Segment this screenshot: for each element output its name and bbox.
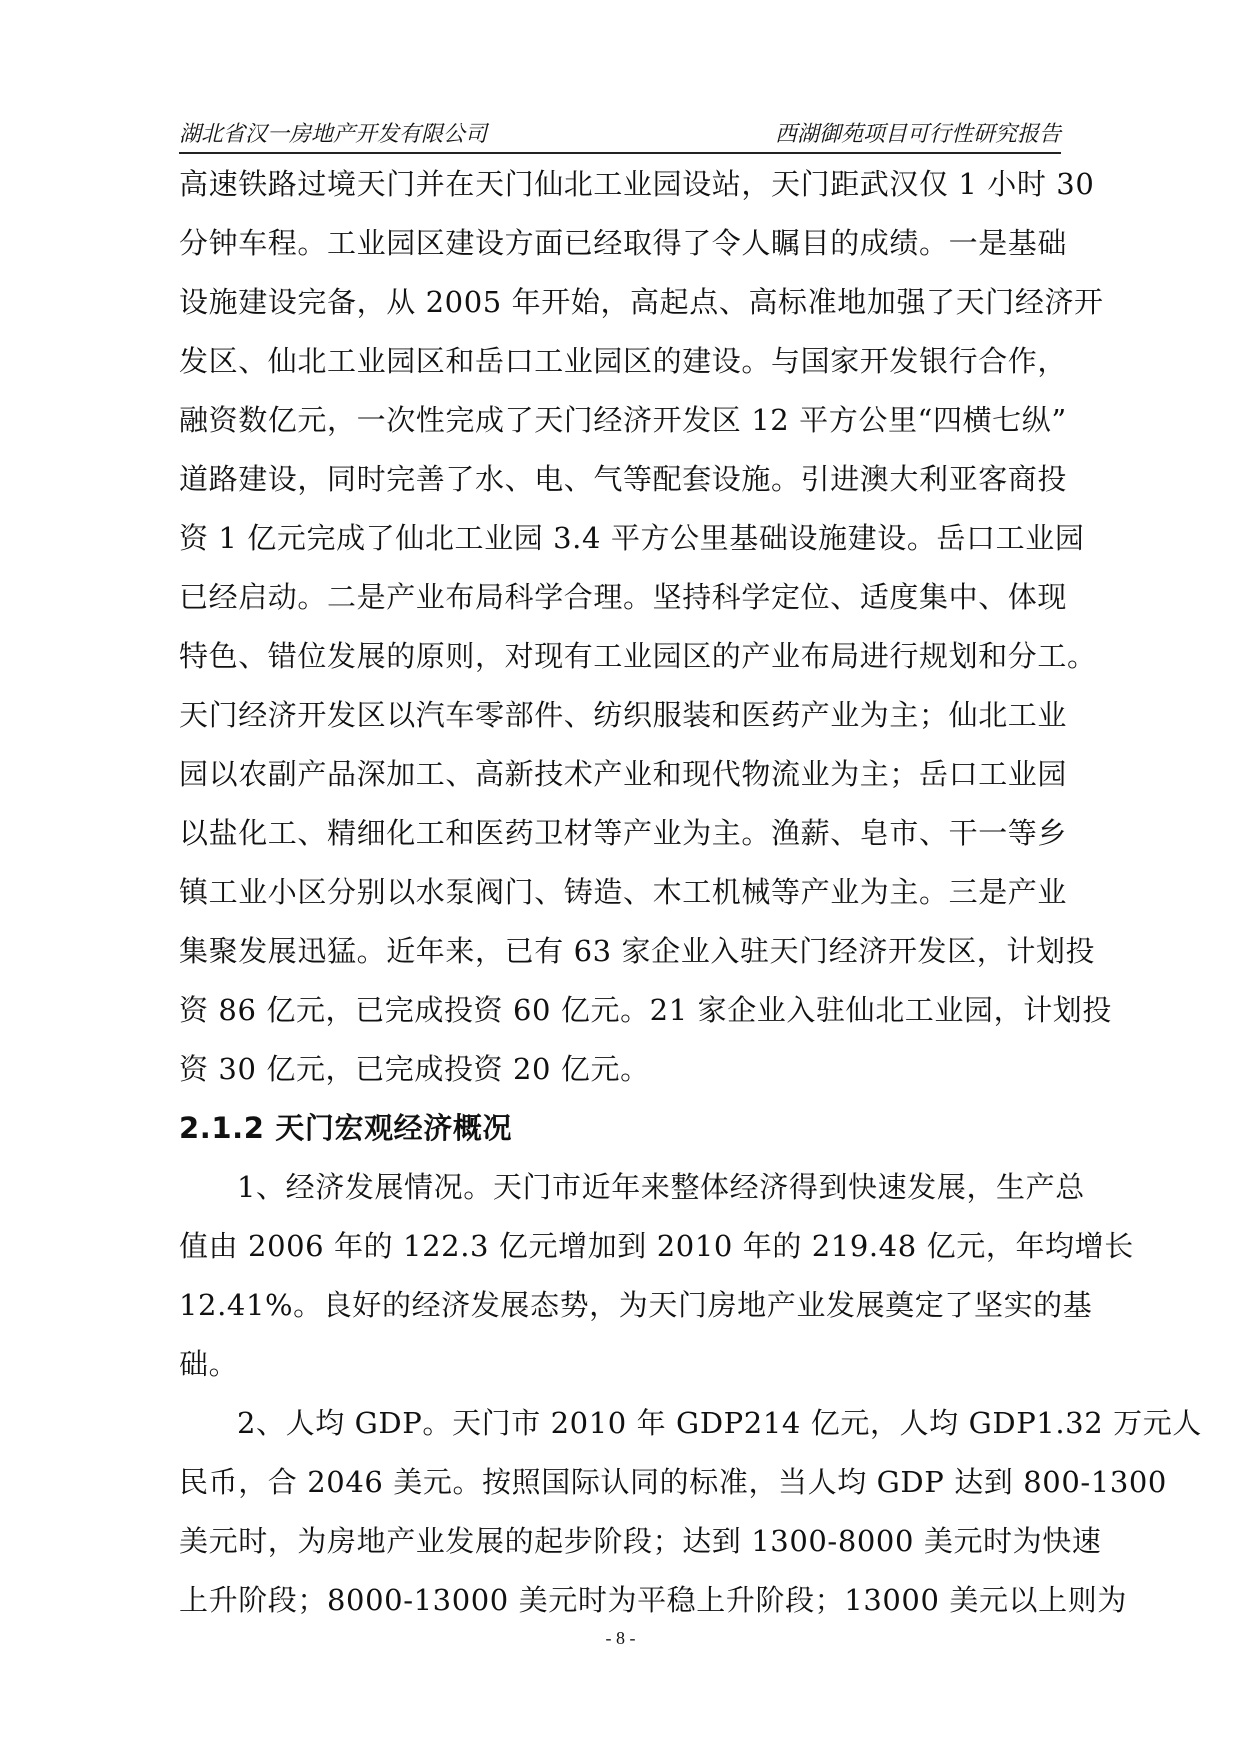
text-line: 道路建设，同时完善了水、电、气等配套设施。引进澳大利亚客商投 <box>179 462 1068 496</box>
section-heading: 2.1.2 天门宏观经济概况 <box>179 1111 513 1145</box>
header-company-name: 湖北省汉一房地产开发有限公司 <box>179 122 488 147</box>
paragraph-economic-development <box>179 1158 1134 1394</box>
text-line: 园以农副产品深加工、高新技术产业和现代物流业为主；岳口工业园 <box>179 757 1068 791</box>
text-line: 特色、错位发展的原则，对现有工业园区的产业布局进行规划和分工。 <box>179 639 1097 673</box>
running-header <box>179 118 1061 154</box>
header-report-title: 西湖御苑项目可行性研究报告 <box>774 122 1061 147</box>
text-line: 分钟车程。工业园区建设方面已经取得了令人瞩目的成绩。一是基础 <box>179 226 1068 260</box>
text-line: 值由 2006 年的 122.3 亿元增加到 2010 年的 219.48 亿元，年均增长 <box>179 1229 1134 1263</box>
text-line: 镇工业小区分别以水泵阀门、铸造、木工机械等产业为主。三是产业 <box>179 875 1068 909</box>
text-line: 2、人均 GDP。天门市 2010 年 GDP214 亿元，人均 GDP1.32 万元人 <box>237 1406 1202 1440</box>
text-line: 民币，合 2046 美元。按照国际认同的标准，当人均 GDP 达到 800-1300 <box>179 1465 1167 1499</box>
page-number: - 8 - <box>605 1628 636 1648</box>
text-line: 础。 <box>179 1347 239 1381</box>
text-line: 资 86 亿元，已完成投资 60 亿元。21 家企业入驻仙北工业园，计划投 <box>179 993 1112 1027</box>
paragraph-industrial-parks <box>179 155 1112 1099</box>
text-line: 资 30 亿元，已完成投资 20 亿元。 <box>179 1052 650 1086</box>
text-line: 资 1 亿元完成了仙北工业园 3.4 平方公里基础设施建设。岳口工业园 <box>179 521 1085 555</box>
text-line: 融资数亿元，一次性完成了天门经济开发区 12 平方公里“四横七纵” <box>179 403 1067 437</box>
text-line: 12.41%。良好的经济发展态势，为天门房地产业发展奠定了坚实的基 <box>179 1288 1093 1322</box>
text-line: 高速铁路过境天门并在天门仙北工业园设站，天门距武汉仅 1 小时 30 <box>179 167 1095 201</box>
text-line: 上升阶段；8000-13000 美元时为平稳上升阶段；13000 美元以上则为 <box>179 1583 1127 1617</box>
text-line: 发区、仙北工业园区和岳口工业园区的建设。与国家开发银行合作， <box>179 344 1068 378</box>
text-line: 美元时，为房地产业发展的起步阶段；达到 1300-8000 美元时为快速 <box>179 1524 1102 1558</box>
document-body <box>179 155 1202 1630</box>
text-line: 1、经济发展情况。天门市近年来整体经济得到快速发展，生产总 <box>237 1170 1085 1204</box>
text-line: 集聚发展迅猛。近年来，已有 63 家企业入驻天门经济开发区，计划投 <box>179 934 1096 968</box>
text-line: 设施建设完备，从 2005 年开始，高起点、高标准地加强了天门经济开 <box>179 285 1104 319</box>
text-line: 以盐化工、精细化工和医药卫材等产业为主。渔薪、皂市、干一等乡 <box>179 816 1068 850</box>
text-line: 天门经济开发区以汽车零部件、纺织服装和医药产业为主；仙北工业 <box>179 698 1068 732</box>
text-line: 已经启动。二是产业布局科学合理。坚持科学定位、适度集中、体现 <box>179 580 1068 614</box>
paragraph-per-capita-gdp <box>179 1394 1202 1630</box>
